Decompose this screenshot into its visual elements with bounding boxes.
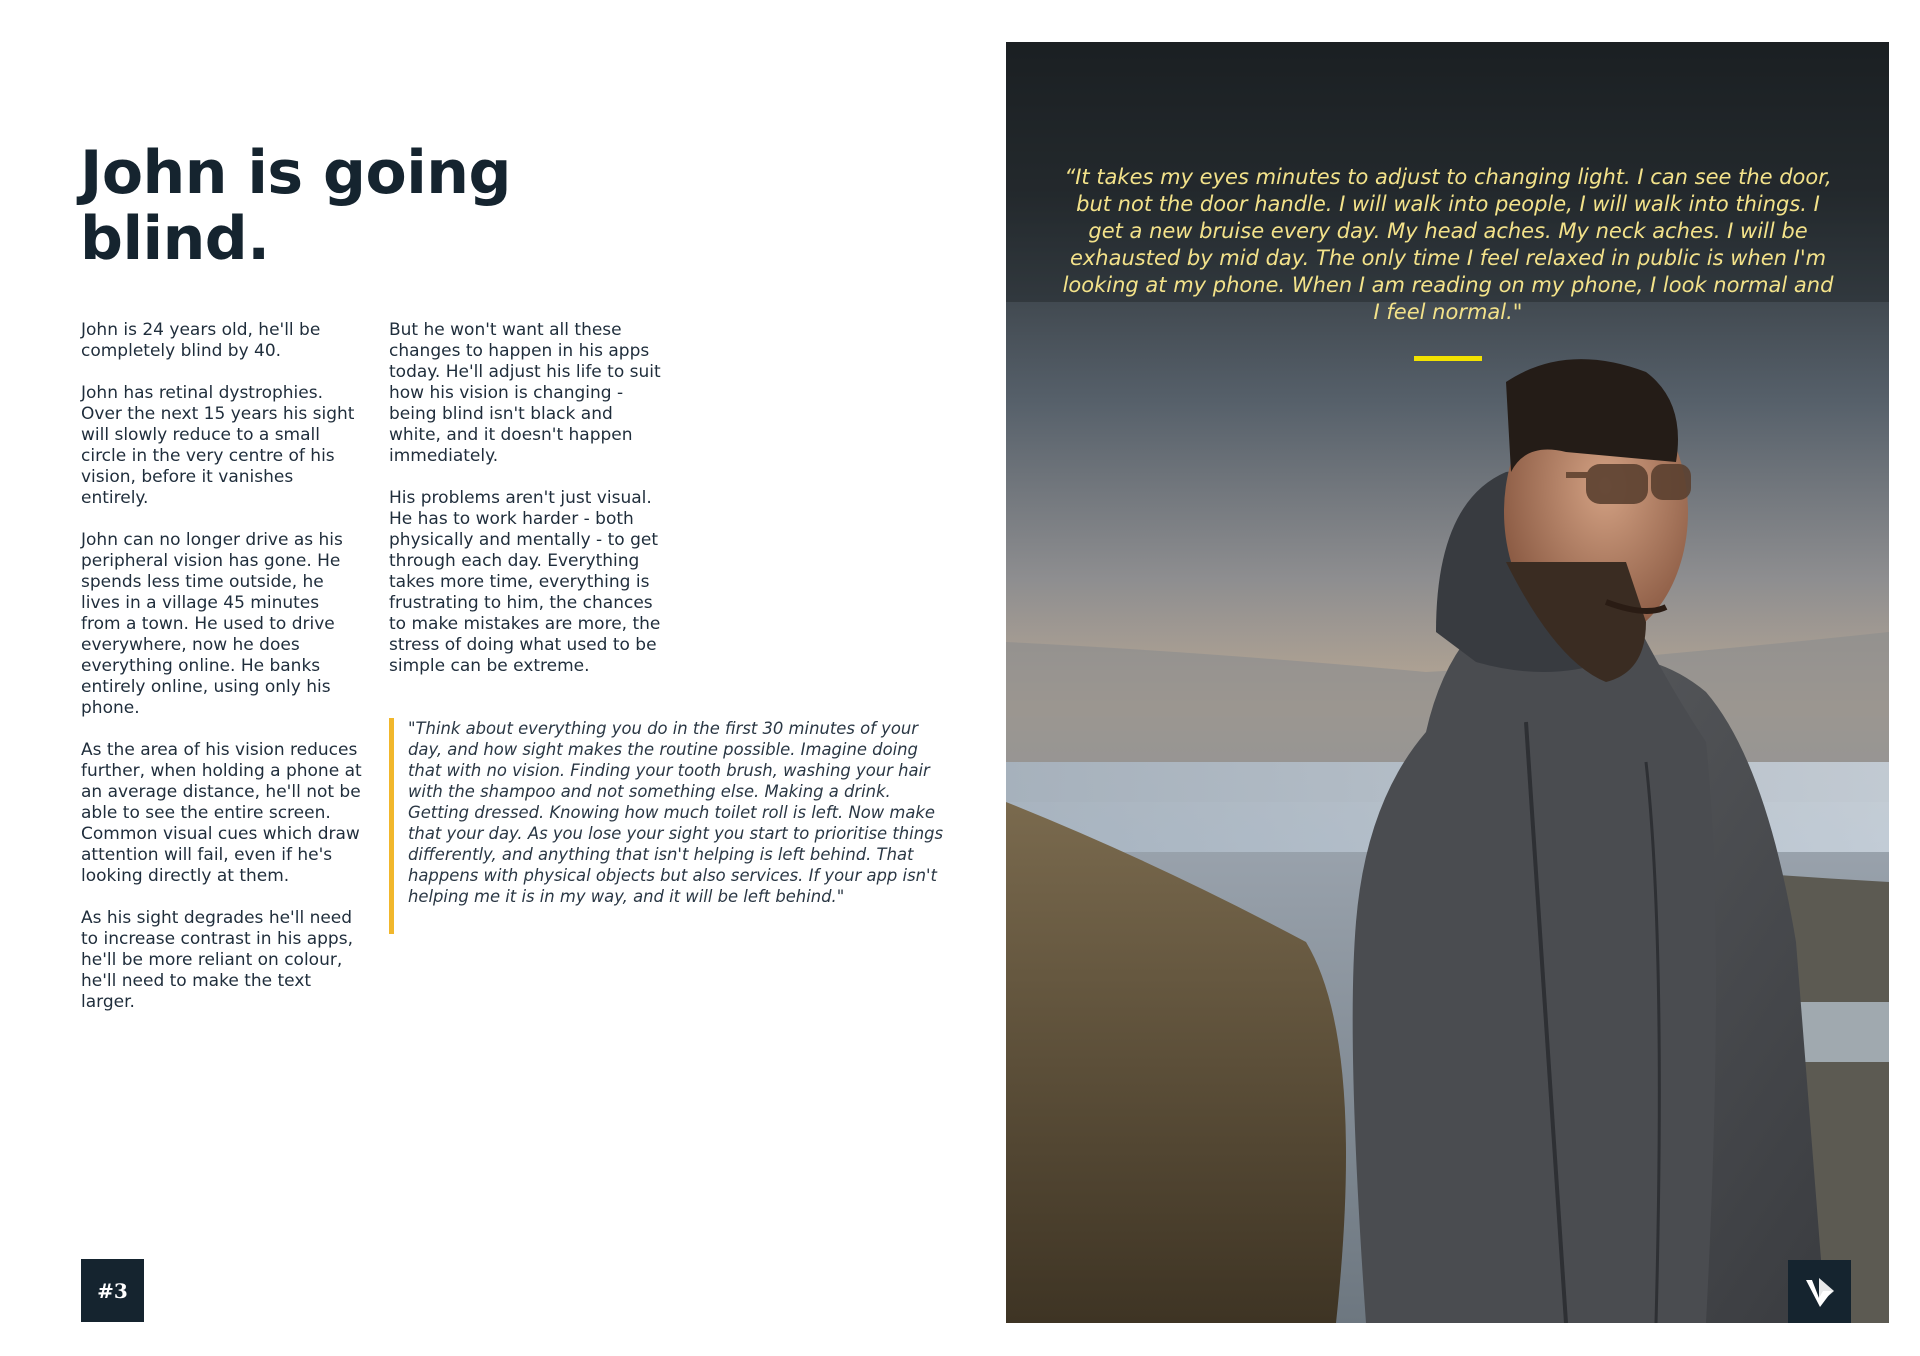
paragraph: John is 24 years old, he'll be completely blind by 40. (81, 320, 321, 361)
paragraph: His problems aren't just visual. He has to work harder - both physically and mentally - to get through each day. Everything takes more time, everything is frustrating to him, the chances to make mistakes are more, the stress of doing what used to be simple can be extreme. (389, 488, 661, 676)
paragraph: As the area of his vision reduces further, when holding a phone at an average distance, he'll not be able to see the entire screen. Common visual cues which draw attention will fail, even if he's looking directly at them. (81, 740, 362, 886)
page-title: John is going blind. (80, 138, 511, 274)
logo-badge (1788, 1260, 1851, 1323)
page-number-badge: #3 (81, 1259, 144, 1322)
paragraph: As his sight degrades he'll need to increase contrast in his apps, he'll be more reliant on colour, he'll need to make the text larger. (81, 908, 353, 1012)
pull-quote: "Think about everything you do in the first 30 minutes of your day, and how sight makes the routine possible. Imagine doing that with no vision. Finding your tooth brush, washing your hair with the shampoo and not something else. Making a drink. Getting dressed. Knowing how much toilet roll is left. Now make that your day. As you lose your sight you start to prioritise things differently, and anything that isn't helping is left behind. That happens with physical objects but also services. If your app isn't helping me it is in my way, and it will be left behind." (389, 718, 954, 934)
play-logo-icon (1788, 1260, 1851, 1323)
photo-quote: “It takes my eyes minutes to adjust to changing light. I can see the door, but not the door handle. I will walk into people, I will walk into things. I get a new bruise every day. My head aches. My neck aches. I will be exhausted by mid day. The only time I feel relaxed in public is when I'm looking at my phone. When I am reading on my phone, I look normal and I feel normal." (1062, 165, 1834, 324)
paragraph: But he won't want all these changes to happen in his apps today. He'll adjust his life to suit how his vision is changing - being blind isn't black and white, and it doesn't happen immediately. (389, 320, 661, 466)
body-column-2 (389, 320, 669, 698)
hero-photo-panel (1006, 42, 1889, 1323)
paragraph: John can no longer drive as his peripheral vision has gone. He spends less time outside, he lives in a village 45 minutes from a town. He used to drive everywhere, now he does everything online. He banks entirely online, using only his phone. (81, 530, 343, 718)
paragraph: John has retinal dystrophies. Over the next 15 years his sight will slowly reduce to a small circle in the very centre of his vision, before it vanishes entirely. (81, 383, 355, 508)
quote-rule (1414, 356, 1482, 361)
body-column-1 (81, 320, 363, 1034)
